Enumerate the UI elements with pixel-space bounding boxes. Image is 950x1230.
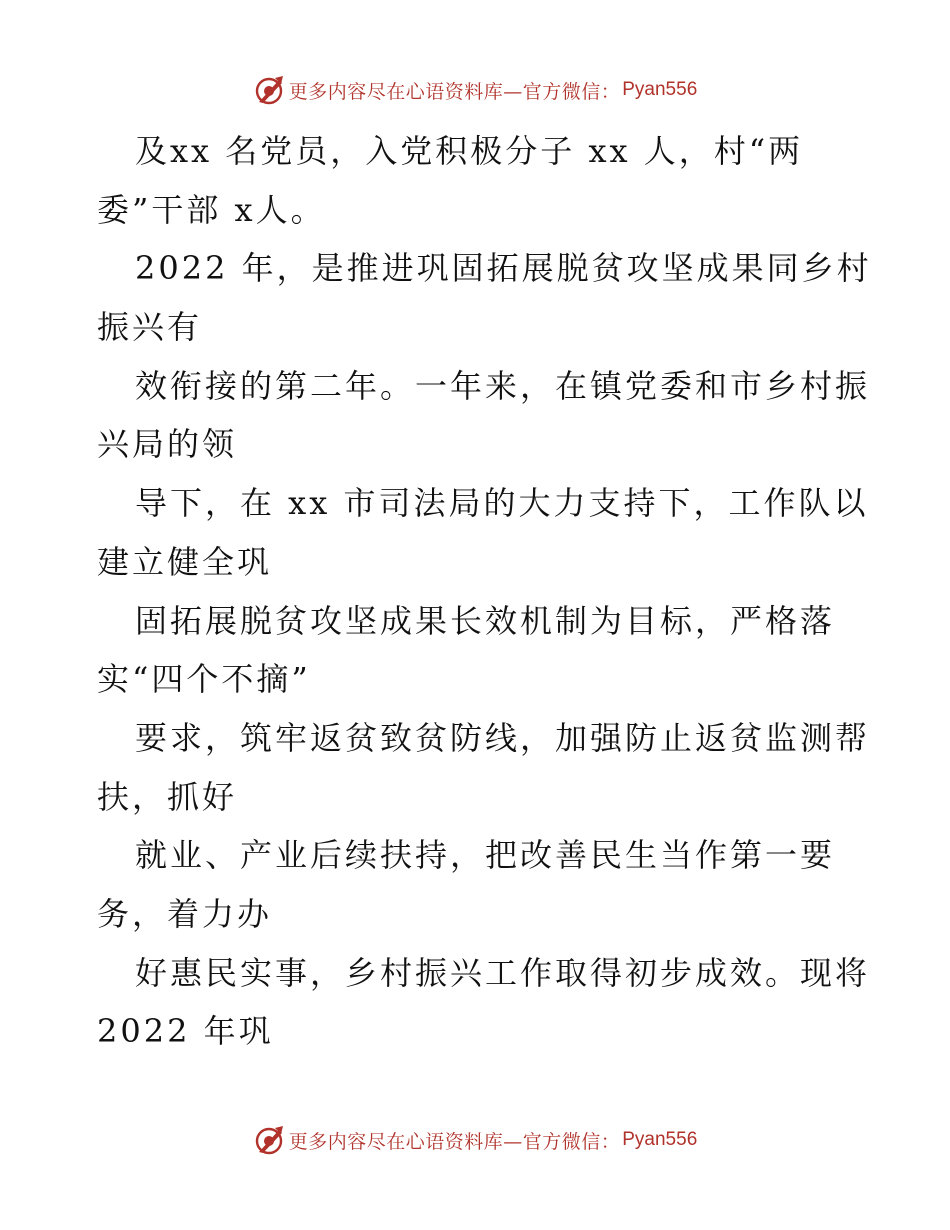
- document-body: [97, 122, 872, 1061]
- paragraph-line: 2022 年巩: [97, 1012, 274, 1051]
- footer-watermark-banner: [0, 1120, 950, 1160]
- paragraph-line: 及xx 名党员，入党积极分子 xx 人，村“两: [135, 132, 804, 170]
- paragraph-line: 兴局的领: [97, 425, 238, 464]
- paragraph-line: 扶，抓好: [97, 777, 238, 816]
- paragraph-line: 2022 年，是推进巩固拓展脱贫攻坚成果同乡村: [135, 249, 872, 288]
- banner-text: 更多内容尽在心语资料库—官方微信：: [288, 80, 621, 103]
- paragraph-line: 务，着力办: [97, 894, 273, 933]
- paragraph-line: 就业、产业后续扶持，把改善民生当作第一要: [135, 836, 836, 875]
- paragraph-line: 固拓展脱贫攻坚成果长效机制为目标，严格落: [135, 601, 836, 640]
- paragraph-line: 效衔接的第二年。一年来，在镇党委和市乡村振: [135, 366, 871, 405]
- wechat-id: Pyan556: [622, 1129, 698, 1150]
- paragraph-line: 委”干部 x人。: [97, 190, 326, 229]
- header-watermark-banner: [0, 70, 950, 110]
- paragraph-line: 好惠民实事，乡村振兴工作取得初步成效。现将: [135, 953, 871, 992]
- quill-seal-icon: [253, 1124, 285, 1156]
- paragraph-line: 建立健全巩: [97, 542, 273, 581]
- quill-seal-icon: [253, 74, 285, 106]
- banner-text: 更多内容尽在心语资料库—官方微信：: [288, 1130, 621, 1153]
- paragraph-line: 振兴有: [97, 308, 203, 347]
- paragraph-line: 导下，在 xx 市司法局的大力支持下，工作队以: [135, 484, 869, 523]
- paragraph-line: 要求，筑牢返贫致贫防线，加强防止返贫监测帮: [135, 718, 871, 757]
- paragraph-line: 实“四个不摘”: [97, 660, 311, 699]
- wechat-id: Pyan556: [622, 79, 698, 100]
